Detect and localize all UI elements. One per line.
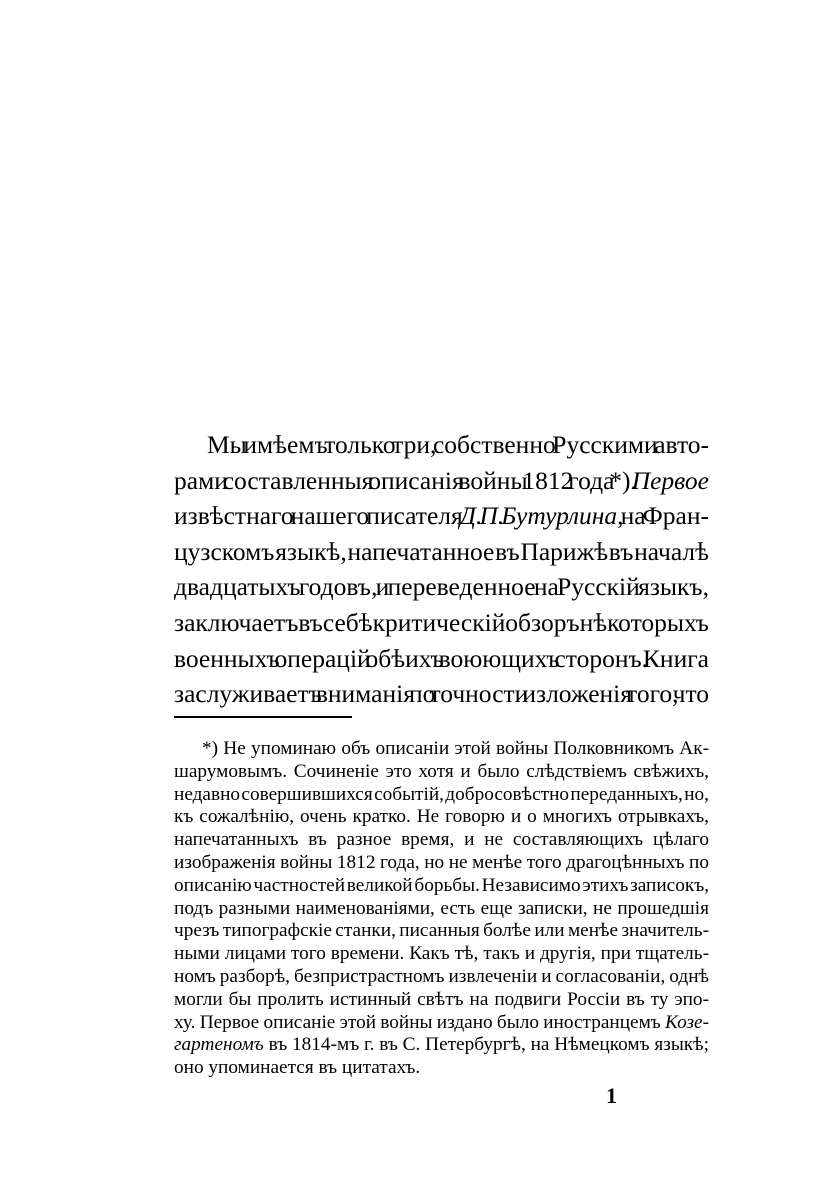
main-text-line [174, 681, 709, 707]
footnote-segment: *) Не упоминаю объ описаніи этой войны Полковникомъ Ак- [202, 738, 709, 759]
footnote-line [174, 807, 709, 826]
footnote-line [174, 944, 709, 963]
footnote-line [174, 1013, 709, 1032]
footnote-segment: гартеномъ [174, 1034, 264, 1056]
main-text-segment: заключаетъ въ себѣ критическій обзоръ нѣкоторыхъ [174, 608, 709, 637]
footnote-segment: чрезъ типографскіе станки, писанныя болѣе или менѣе значитель- [174, 920, 709, 942]
main-text-line [174, 643, 709, 673]
footnote-segment: изображенія войны 1812 года, но не менѣе того драгоцѣнныхъ по [174, 852, 709, 873]
main-text-segment: военныхъ операцій обѣихъ воюющихъ сторонъ. Книга [174, 643, 709, 673]
footnote-segment: въ 1814-мъ г. въ С. Петербургѣ, на Нѣмецкомъ языкѣ; [263, 1034, 709, 1056]
footnote-segment: недавно совершившихся событій, добросовѣстно переданныхъ, но, [174, 783, 709, 805]
footnote-rule [174, 716, 352, 718]
main-text-line [207, 432, 709, 458]
footnote-line [174, 1035, 709, 1054]
main-text-segment: цузскомъ языкѣ, напечатанное въ Парижѣ въ началѣ [174, 536, 709, 566]
footnote-segment: напечатанныхъ въ разное время, и не составляющихъ цѣлаго [174, 829, 709, 851]
footnote-segment: Козе- [665, 1011, 709, 1033]
main-text-segment: Д. П. Бутурлина [459, 501, 618, 531]
footnote-line [174, 830, 709, 849]
footnote-segment: номъ разборѣ, безпристрастномъ извлеченіи и согласованіи, однѣ [174, 966, 709, 987]
footnote-line [174, 876, 709, 895]
main-text-segment: , на Фран- [617, 501, 709, 531]
main-text-segment: двадцатыхъ годовъ, и переведенное на Русскій языкъ, [174, 572, 709, 602]
main-text-segment: Первое [631, 465, 709, 495]
main-text-line [174, 465, 709, 495]
footnote-segment: къ сожалѣнію, очень кратко. Не говорю и о многихъ отрывкахъ, [174, 806, 709, 828]
footnote-segment: могли бы пролить истинный свѣтъ на подвиги Россіи въ ту эпо- [174, 988, 709, 1010]
main-text-segment: заслуживаетъ вниманія по точности изложенія того, что [174, 679, 709, 709]
footnote-line [174, 967, 709, 986]
footnote-line [202, 739, 709, 758]
main-text-segment: Мы имѣемъ только три, собственно Русскими авто- [207, 430, 709, 459]
footnote-segment: оно упоминается въ цитатахъ. [174, 1057, 421, 1079]
page-number: 1 [606, 1083, 617, 1108]
footnote-segment: ными лицами того времени. Какъ тѣ, такъ и другія, при тщатель- [174, 943, 709, 965]
footnote-segment: подъ разными наименованіями, есть еще записки, не прошедшія [174, 897, 709, 919]
main-text-segment: рами составленныя описанія войны 1812 года *). [174, 465, 632, 495]
footnote-line [174, 921, 709, 940]
main-text-segment: извѣстнаго нашего писателя [174, 501, 460, 531]
main-text-line [174, 610, 709, 636]
main-text-line [174, 536, 709, 566]
footnote-line [174, 762, 709, 781]
footnote-segment: описанію частностей великой борьбы. Независимо этихъ записокъ, [174, 874, 709, 896]
main-text-line [174, 503, 709, 529]
footnote-segment: шарумовымъ. Сочиненіе это хотя и было слѣдствіемъ свѣжихъ, [174, 760, 709, 782]
footnote-line [174, 899, 709, 918]
footnote-line [174, 853, 709, 872]
footnote-line [174, 785, 709, 804]
footnote-line [174, 990, 709, 1009]
main-text-line [174, 574, 709, 600]
footnote-line [174, 1058, 420, 1077]
footnote-segment: ху. Первое описаніе этой войны издано было иностранцемъ [174, 1011, 666, 1033]
